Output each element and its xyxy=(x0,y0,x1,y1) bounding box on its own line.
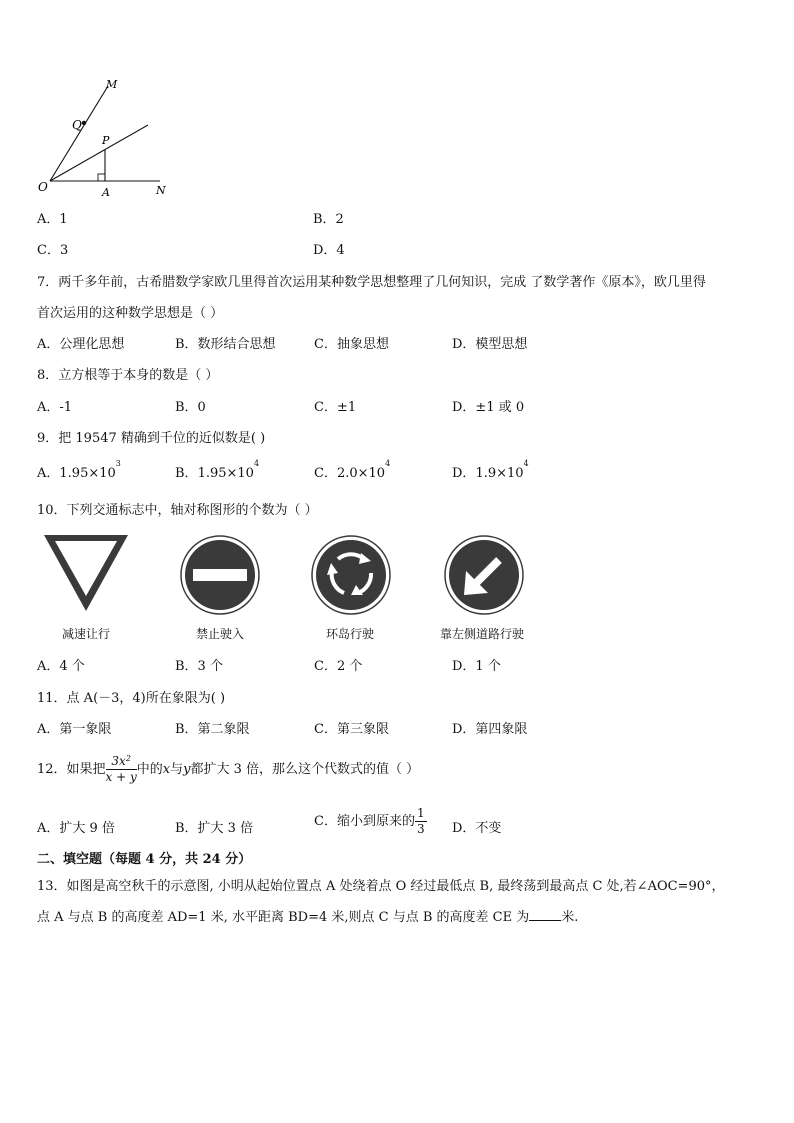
q8-option-b[interactable]: B．0 xyxy=(175,400,206,415)
q8-option-a[interactable]: A．-1 xyxy=(37,400,73,415)
label-n: N xyxy=(156,184,166,197)
sign-caption-no-entry: 禁止驶入 xyxy=(195,627,244,641)
q11-option-c[interactable]: C．第三象限 xyxy=(314,722,389,737)
q12-option-d[interactable]: D．不变 xyxy=(452,821,502,836)
q11-stem: 11．点 A(－3，4)所在象限为( ) xyxy=(37,691,226,706)
q10-option-c[interactable]: C．2 个 xyxy=(314,659,363,674)
q8-stem: 8．立方根等于本身的数是（ ） xyxy=(37,368,219,383)
ray-op xyxy=(50,125,148,181)
q13-answer-blank[interactable] xyxy=(529,908,561,921)
q9-option-d[interactable]: D．$1.9\times 10^4$ xyxy=(452,459,529,481)
q12-option-b[interactable]: B．扩大 3 倍 xyxy=(175,821,254,836)
q10-option-a[interactable]: A．4 个 xyxy=(37,659,85,674)
label-a: A xyxy=(102,186,110,199)
sign-caption-roundabout: 环岛行驶 xyxy=(325,627,374,641)
q7-option-d[interactable]: D．模型思想 xyxy=(452,337,528,352)
q12-prefix: 12．如果把 xyxy=(37,762,106,777)
q11-option-d[interactable]: D．第四象限 xyxy=(452,722,528,737)
sign-caption-keep-left: 靠左侧道路行驶 xyxy=(439,627,524,641)
yield-triangle-icon xyxy=(42,533,130,613)
q12-option-a[interactable]: A．扩大 9 倍 xyxy=(37,821,115,836)
q12-option-c-fraction: $\frac{1}{3}$ xyxy=(416,806,425,836)
q10-option-d[interactable]: D．1 个 xyxy=(452,659,501,674)
section-fill-in-title: 二、填空题（每题 4 分，共 24 分） xyxy=(37,852,252,867)
q10-stem: 10．下列交通标志中，轴对称图形的个数为（ ） xyxy=(37,503,318,518)
point-q xyxy=(82,121,86,125)
q12-option-c[interactable]: C．缩小到原来的 $\frac{1}{3}$ xyxy=(314,806,425,836)
q7-option-b[interactable]: B．数形结合思想 xyxy=(175,337,276,352)
q12-stem: 12．如果把 $\frac{3x^2}{x + y}$ 中的x与y都扩大 3 倍，那么这个代数式的值（ ） xyxy=(37,754,420,784)
q6-option-c[interactable]: C．3 xyxy=(37,243,69,258)
q11-option-a[interactable]: A．第一象限 xyxy=(37,722,112,737)
q7-stem-line1: 7．两千多年前，古希腊数学家欧几里得首次运用某种数学思想整理了几何知识，完成 了数学著作《原本》，欧几里得 xyxy=(37,275,706,290)
q9-option-a[interactable]: A．$1.95\times 10^3$ xyxy=(37,459,121,481)
q7-option-c[interactable]: C．抽象思想 xyxy=(314,337,389,352)
angle-figure xyxy=(30,74,180,204)
q10-option-b[interactable]: B．3 个 xyxy=(175,659,223,674)
roundabout-icon xyxy=(311,535,391,615)
q12-fraction: $\frac{3x^2}{x + y}$ xyxy=(105,754,137,784)
q9-option-b[interactable]: B．$1.95\times 10^4$ xyxy=(175,459,260,481)
q9-option-c[interactable]: C．$2.0\times 10^4$ xyxy=(314,459,391,481)
q8-option-d[interactable]: D．±1 或 0 xyxy=(452,400,525,415)
sign-caption-yield: 减速让行 xyxy=(61,627,110,641)
q6-option-b[interactable]: B．2 xyxy=(313,212,344,227)
q7-option-a[interactable]: A．公理化思想 xyxy=(37,337,125,352)
q6-option-d[interactable]: D．4 xyxy=(313,243,345,258)
ray-om xyxy=(50,86,108,181)
q13-stem-line1: 13．如图是高空秋千的示意图, 小明从起始位置点 A 处绕着点 O 经过最低点 B, 最终荡到最高点 C 处,若∠AOC=90°， xyxy=(37,879,725,894)
no-entry-icon xyxy=(180,535,260,615)
keep-left-arrow-icon xyxy=(444,535,524,615)
right-angle-mark xyxy=(98,174,105,181)
q13-stem-line2: 点 A 与点 B 的高度差 AD=1 米, 水平距离 BD=4 米,则点 C 与点 B 的高度差 CE 为 米. xyxy=(37,910,579,925)
q8-option-c[interactable]: C．±1 xyxy=(314,400,357,415)
q9-stem: 9．把 19547 精确到千位的近似数是( ) xyxy=(37,431,266,446)
q6-option-a[interactable]: A．1 xyxy=(37,212,68,227)
label-o: O xyxy=(38,180,48,194)
label-q: Q xyxy=(72,118,82,132)
label-m: M xyxy=(106,78,118,91)
label-p: P xyxy=(102,134,110,147)
q11-option-b[interactable]: B．第二象限 xyxy=(175,722,250,737)
q7-stem-line2: 首次运用的这种数学思想是（ ） xyxy=(37,306,224,321)
